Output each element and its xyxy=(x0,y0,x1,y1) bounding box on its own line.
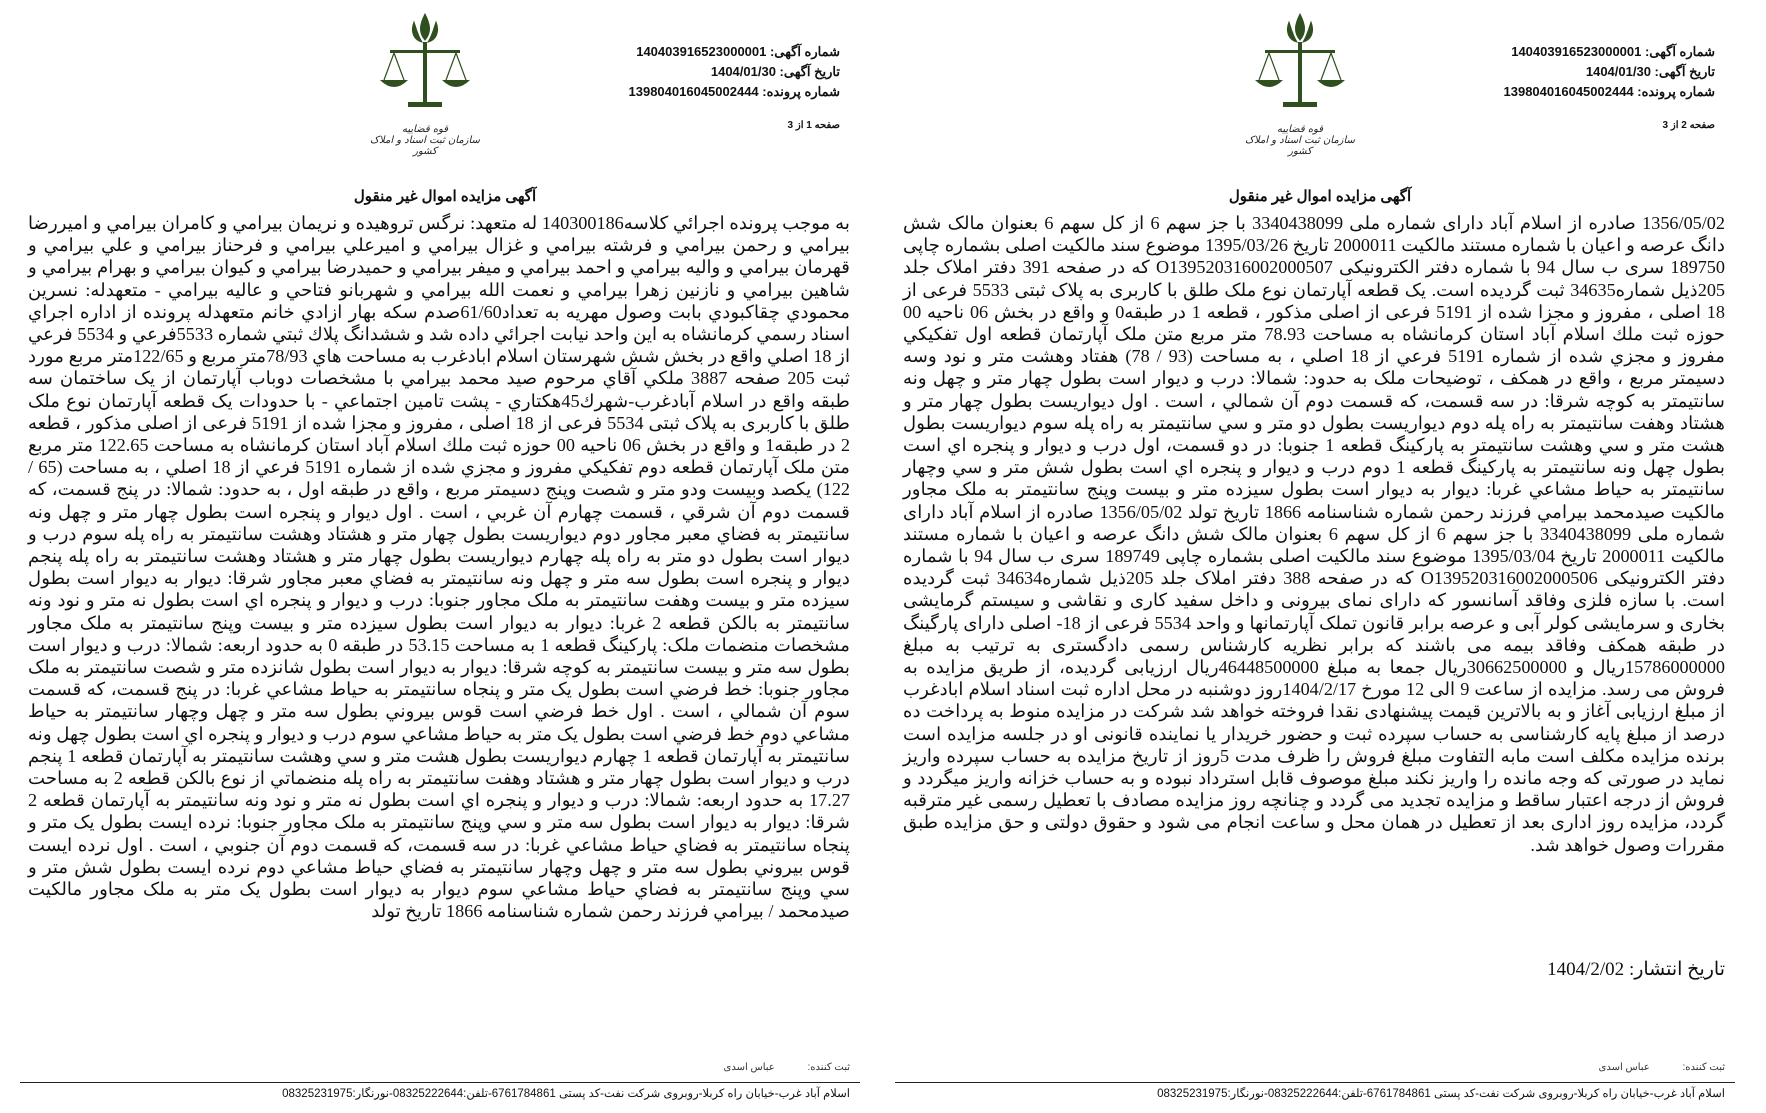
ad-date: تاریخ آگهی: 1404/01/30 xyxy=(1585,64,1715,79)
emblem xyxy=(1245,10,1355,155)
page-number: صفحه 2 از 3 xyxy=(1662,120,1715,131)
emblem xyxy=(370,10,480,155)
registrar xyxy=(694,1062,851,1073)
footer-divider xyxy=(895,1082,1735,1083)
registrar xyxy=(1569,1062,1726,1073)
footer-divider xyxy=(20,1082,860,1083)
organization-name: سازمان ثبت اسناد و املاک کشور xyxy=(370,135,480,157)
notice-page-1 xyxy=(10,0,880,1113)
registrar-name: عباس اسدی xyxy=(723,1062,775,1073)
notice-body: 1356/05/02 صادره از اسلام آباد دارای شماره ملی 3340438099 با جز سهم 6 از کل سهم 6 بعنوان مالک شش دانگ عرصه و اعیان با شماره مستند مالکیت 2000011 تاریخ 1395/03/26 موضوع سند مالکیت اصلی بشماره چاپی 189750 سری ب سال 94 با شماره دفتر الکترونیکی O139520316002000507 که در صفحه 391 دفتر املاک جلد 205ذیل شماره34635 ثبت گردیده است. یک قطعه آپارتمان نوع ملک طلق با کاربری به پلاک ثبتی 5533 فرعی از 18 اصلی ، مفروز و مجزا شده از 5191 فرعی از اصلی مذکور ، قطعه 1 در طبقه0 و واقع در بخش 06 ناحیه 00 حوزه ثبت ملك اسلام آباد استان کرمانشاه به مساحت 78.93 متر مربع متن ملک آپارتمان قطعه اول تفکیکي مفروز و مجزي شده از شماره 5191 فرعي از 18 اصلي ، به مساحت (93 / 78) هفتاد وهشت متر و نود وسه دسيمتر مربع ، واقع در همکف ، توضیحات ملک به حدود: شمالا: درب و ديوار است بطول چهار متر و چهل ونه سانتيمتر به کوچه شرقا: در سه قسمت، که قسمت دوم آن شمالي ، است . اول ديواريست بطول چهار متر و هشتاد وهفت سانتيمتر به راه پله دوم ديواريست بطول دو متر و سي سانتيمتر به راه پله سوم ديواريست بطول هشت متر و سي وهشت سانتيمتر به پارکينگ قطعه 1 جنوبا: در دو قسمت، اول درب و ديوار و پنجره اي است بطول چهل ونه سانتيمتر به پارکينگ قطعه 1 دوم درب و ديوار و پنجره اي است بطول شش متر و سي وچهار سانتيمتر به حياط مشاعي غربا: ديوار به ديوار است بطول سيزده متر و بيست وپنج سانتيمتر به ملک مجاور مالکيت صيدمحمد بيرامي فرزند رحمن شماره شناسنامه 1866 تاریخ تولد 1356/05/02 صادره از اسلام آباد دارای شماره ملی 3340438099 با جز سهم 6 از کل سهم 6 بعنوان مالک شش دانگ عرصه و اعیان با شماره مستند مالکیت 2000011 تاریخ 1395/03/04 موضوع سند مالکیت اصلی بشماره چاپی 189749 سری ب سال 94 با شماره دفتر الکترونیکی O139520316002000506 که در صفحه 388 دفتر املاک جلد 205ذیل شماره34634 ثبت گردیده است. با سازه فلزی وفاقد آسانسور که دارای نمای بیرونی و داخل سفید کاری و نقاشی و سیستم گرمایشی بخاری و سرمایشی کولر آبی و عرصه برابر قانون تملک آپارتمانها و واحد 5534 فرعی از 18- اصلی دارای پارگینگ در طبقه همکف وفاقد بیمه می باشند که برابر نظریه کارشناس رسمی دادگستری به ترتیب به مبلغ 15786000000ریال و 30662500000ریال جمعا به مبلغ 46448500000ریال ارزیابی گردیده، از طریق مزایده به فروش می رسد. مزایده از ساعت 9 الی 12 مورخ 1404/2/17روز دوشنبه در محل اداره ثبت اسناد اسلام ابادغرب از مبلغ ارزیابی آغاز و به بالاترین قیمت پیشنهادی نقدا فروخته خواهد شد شرکت در مزایده منوط به پرداخت ده درصد از مبلغ پایه کارشناسی به حساب سپرده ثبت و حضور خریدار یا نماینده قانونی او در جلسه مزایده است برنده مزایده مکلف است مابه التفاوت مبلغ فروش را ظرف مدت 5روز از تاریخ مزایده به حساب سپرده واریز نماید در صورتی که وجه مانده را واریز نکند مبلغ موصوف قابل استرداد نبوده و به حساب خزانه واریز میگردد و فروش از درجه اعتبار ساقط و مزایده تجدید می گردد و چنانچه روز مزایده مصادف با تعطیل رسمی غیر مترقبه گردد، مزایده روز اداری بعد از تعطیل در همان محل و ساعت انجام می شود و حقوق دولتی و حق مزایده طبق مقررات وصول خواهد شد. xyxy=(903,213,1726,855)
emblem-caption: قوه قضاییه xyxy=(1276,124,1324,135)
ad-number: شماره آگهی: 140403916523000001 xyxy=(1511,44,1715,59)
case-number: شماره پرونده: 139804016045002444 xyxy=(628,84,840,99)
notice-heading: آگهی مزایده اموال غیر منقول xyxy=(353,188,537,205)
notice-meta xyxy=(1415,42,1715,102)
notice-body: به موجب پرونده اجرائي کلاسه140300186 له متعهد: نرگس تروهيده و نريمان بيرامي و کامران بيرامي و اميررضا بيرامي و رحمن بيرامي و فرشته بيرامي و غزال بيرامي و اميرعلي بيرامي و فرحناز بيرامي و علي بيرامي و قهرمان بيرامي و واليه بيرامي و احمد بيرامي و ميفر بيرامي و حميدرضا بيرامي و کيوان بيرامي و بهرام بيرامي و شاهين بيرامي و نازنين زهرا بيرامي و نعمت الله بيرامي و شهربانو فتاحي و عاليه بيرامي - متعهدله: نسرين محمودي چقاكبودي بابت وصول مهريه به تعداد61/60صدم سكه بهار ازادي خانم متعهدله پرونده از اداره اجراي اسناد رسمي كرمانشاه به اين واحد نيابت اجرائي داده شد و ششدانگ پلاك ثبتي شماره 5533فرعي و 5534 فرعي از 18 اصلي واقع در بخش شش شهرستان اسلام ابادغرب به مساحت هاي 78/93متر مربع و 122/65متر مربع مورد ثبت 205 صفحه 3887 ملكي آقاي مرحوم صيد محمد بيرامي با مشخصات دوباب آپارتمان از يک ساختمان سه طبقه واقع در اسلام آبادغرب-شهرك45هكتاري - پشت تامين اجتماعي - با حدودات يک قطعه آپارتمان نوع ملک طلق با کاربری به پلاک ثبتی 5534 فرعی از 18 اصلی ، مفروز و مجزا شده از 5191 فرعی از اصلی مذکور ، قطعه 2 در طبقه1 و واقع در بخش 06 ناحیه 00 حوزه ثبت ملك اسلام آباد استان کرمانشاه به مساحت 122.65 متر مربع متن ملک آپارتمان قطعه دوم تفکيکي مفروز و مجزي شده از شماره 5191 فرعي از 18 اصلي ، به مساحت (65 / 122) يکصد وبيست ودو متر و شصت وپنج دسيمتر مربع ، واقع در طبقه اول ، به حدود: شمالا: در پنج قسمت، که قسمت دوم آن شرقي ، قسمت چهارم آن غربي ، است . اول ديوار و پنجره است بطول چهار متر و چهل ونه سانتيمتر به فضاي معبر مجاور دوم ديواريست بطول چهار متر و هشتاد وهشت سانتيمتر به راه پله سوم درب و ديوار است بطول دو متر به راه پله چهارم ديواريست بطول چهار متر و هشتاد وهشت سانتيمتر به راه پله پنجم ديوار و پنجره است بطول سه متر و چهل ونه سانتيمتر به فضاي معبر مجاور شرقا: ديوار به ديوار است بطول سيزده متر و بيست وهفت سانتيمتر به ملک مجاور جنوبا: درب و ديوار و پنجره اي است بطول نه متر و نود ونه سانتيمتر به بالکن قطعه 2 غربا: ديوار به ديوار است بطول سيزده متر و بيست وپنج سانتيمتر به ملک مجاور مشخصات منضمات ملک: پارکينگ قطعه 1 به مساحت 53.15 در طبقه 0 به حدود اربعه: شمالا: درب و ديوار است بطول سه متر و بيست سانتيمتر به کوچه شرقا: ديوار به ديوار است بطول شانزده متر و شصت سانتيمتر به ملک مجاور جنوبا: خط فرضي است بطول يک متر و پنجاه سانتيمتر به حياط مشاعي غربا: در پنج قسمت، که قسمت سوم آن شمالي ، است . اول خط فرضي است قوس بيروني بطول سه متر و چهل وچهار سانتيمتر به حياط مشاعي دوم خط فرضي است بطول يک متر به حياط مشاعي سوم درب و ديوار و پنجره اي است بطول چهل ونه سانتيمتر به آپارتمان قطعه 1 چهارم ديواريست بطول هشت متر و سي وهشت سانتيمتر به آپارتمان قطعه 1 پنجم درب و ديوار است بطول چهار متر و هشتاد وهفت سانتيمتر به راه پله منضماتي از نوع بالکن قطعه 2 به مساحت 17.27 به حدود اربعه: شمالا: درب و ديوار و پنجره اي است بطول نه متر و نود ونه سانتيمتر به آپارتمان قطعه 2 شرقا: ديوار به ديوار است بطول سه متر و سي وپنج سانتيمتر به ملک مجاور جنوبا: نرده ايست بطول يک متر و پنجاه سانتيمتر به فضاي حياط مشاعي غربا: در سه قسمت، که قسمت دوم آن جنوبي ، است . اول نرده ايست قوس بيروني بطول سه متر و چهل وچهار سانتيمتر به فضاي حياط مشاعي دوم نرده ايست بطول شش متر و سي وپنج سانتيمتر به فضاي حياط مشاعي سوم ديوار به ديوار است بطول يک متر به ملک مجاور مالکيت صيدمحمد / بيرامي فرزند رحمن شماره شناسنامه 1866 تاريخ تولد xyxy=(28,213,851,922)
organization-name: سازمان ثبت اسناد و املاک کشور xyxy=(1245,135,1355,157)
registrar-label: ثبت کننده: xyxy=(807,1062,850,1073)
publication-date: تاریخ انتشار: 1404/2/02 xyxy=(1547,959,1725,980)
case-number: شماره پرونده: 139804016045002444 xyxy=(1503,84,1715,99)
registrar-name: عباس اسدی xyxy=(1598,1062,1650,1073)
footer-address: اسلام آباد غرب-خیابان راه کربلا-روبروی شرکت نفت-کد پستی 6761784861-تلفن:08325222644-نورنگار:08325231975 xyxy=(282,1088,850,1100)
registrar-label: ثبت کننده: xyxy=(1682,1062,1725,1073)
page-number: صفحه 1 از 3 xyxy=(787,120,840,131)
judiciary-emblem-icon xyxy=(370,10,480,120)
ad-date: تاریخ آگهی: 1404/01/30 xyxy=(710,64,840,79)
emblem-caption: قوه قضاییه xyxy=(401,124,449,135)
judiciary-emblem-icon xyxy=(1245,10,1355,120)
notice-meta xyxy=(540,42,840,102)
notice-page-2 xyxy=(885,0,1755,1113)
footer-address: اسلام آباد غرب-خیابان راه کربلا-روبروی شرکت نفت-کد پستی 6761784861-تلفن:08325222644-نورنگار:08325231975 xyxy=(1157,1088,1725,1100)
ad-number: شماره آگهی: 140403916523000001 xyxy=(636,44,840,59)
notice-heading: آگهی مزایده اموال غیر منقول xyxy=(1228,188,1412,205)
